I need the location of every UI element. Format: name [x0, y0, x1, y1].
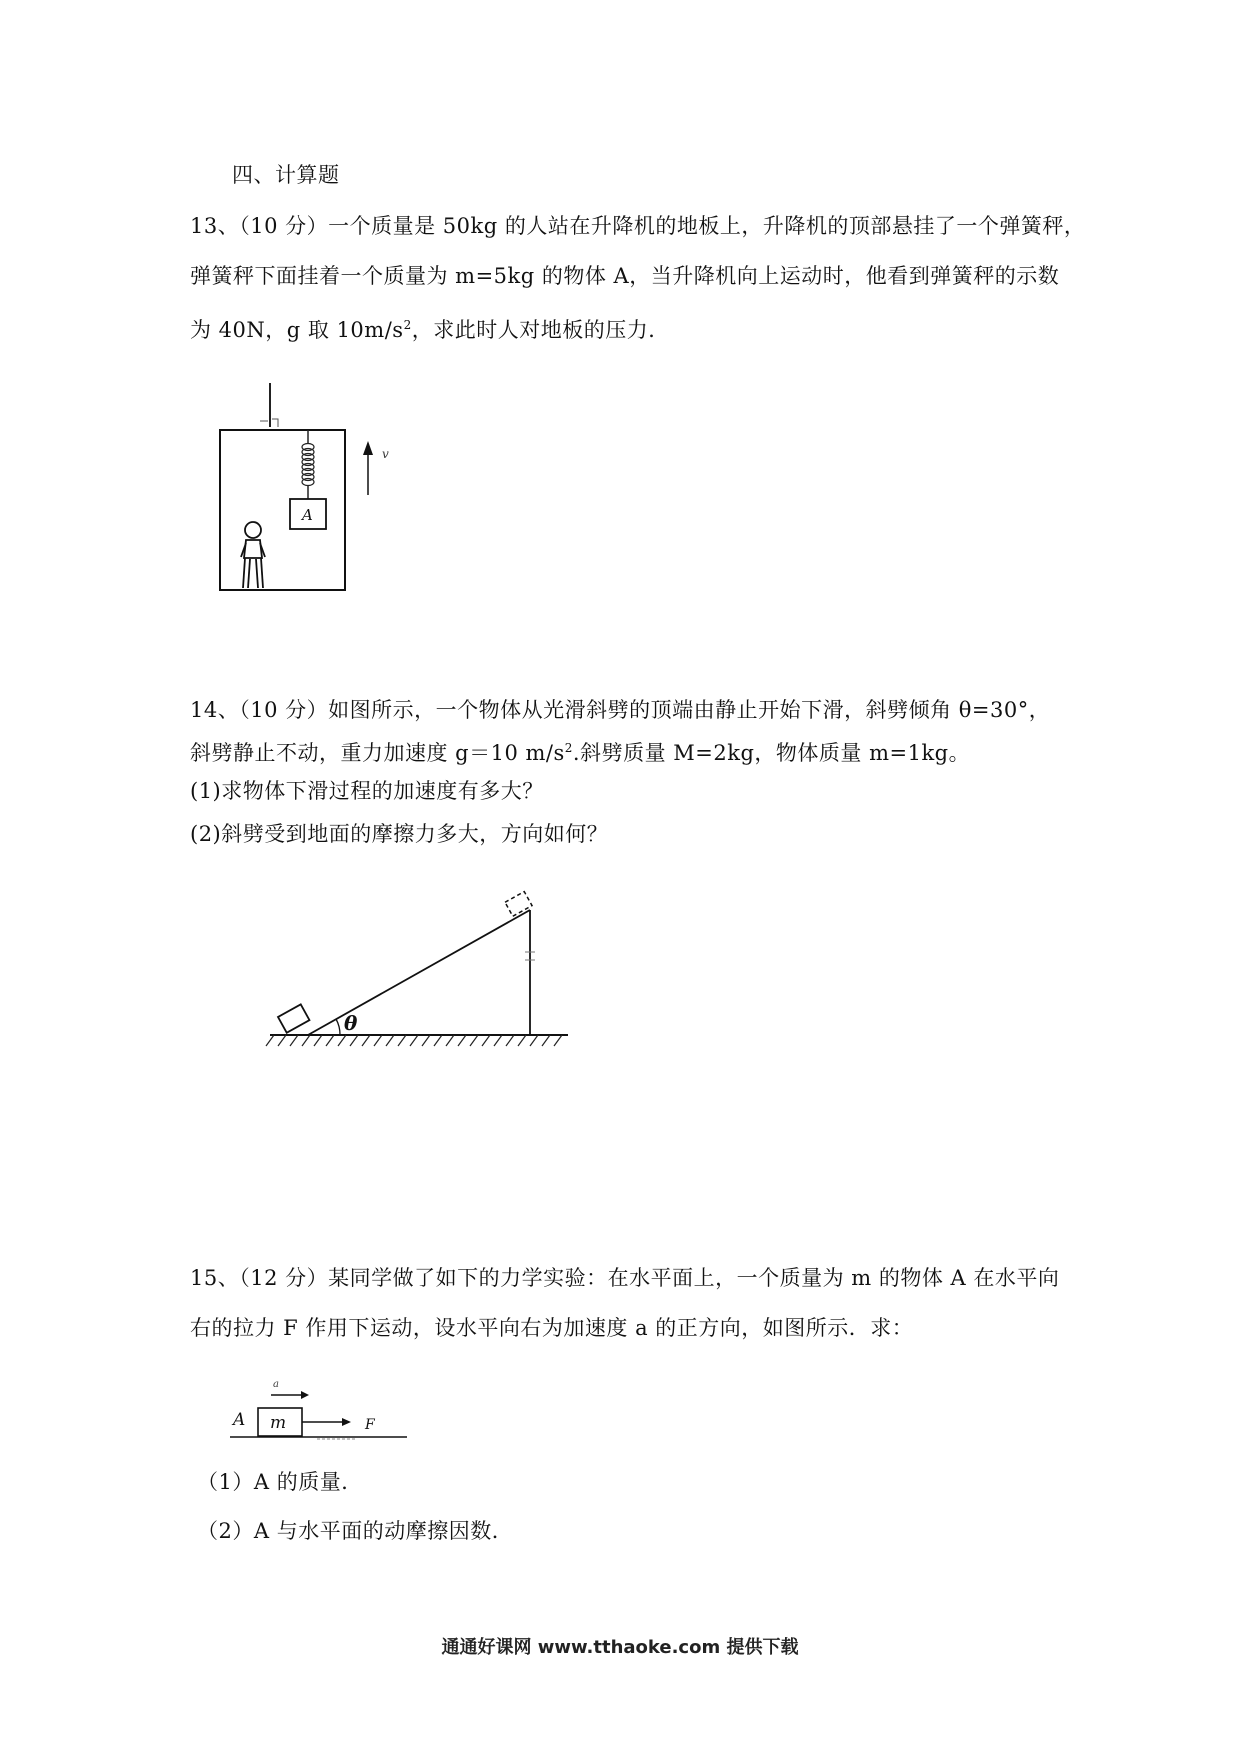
person-icon [241, 522, 265, 588]
spring-scale [302, 444, 314, 486]
q15-text-line-2: 右的拉力 F 作用下运动，设水平向右为加速度 a 的正方向，如图所示．求： [190, 1316, 914, 1340]
q14-sub-question-1: (1)求物体下滑过程的加速度有多大？ [190, 779, 544, 803]
q15-text-line-1: 15、（12 分）某同学做了如下的力学实验：在水平面上，一个质量为 m 的物体 A 在水平向 [190, 1266, 1060, 1290]
angle-arc [336, 1019, 340, 1035]
q14-text-line-2: 斜劈静止不动，重力加速度 g＝10 $m/s^2$.斜劈质量 M=2kg，物体质量 m=1kg。 [190, 741, 971, 765]
force-label: F [365, 1417, 375, 1433]
object-a-label: A [233, 1410, 246, 1430]
q14-sub-question-2: (2)斜劈受到地面的摩擦力多大，方向如何？ [190, 822, 609, 846]
incline-surface [308, 910, 530, 1035]
q14-incline-figure [260, 880, 580, 1060]
sliding-block [278, 1004, 309, 1032]
block-start-position [505, 892, 532, 917]
q13-text-line-3: 为 40N，g 取 $10m/s^2$，求此时人对地板的压力． [190, 318, 670, 342]
q13-text-line-1: 13、（10 分）一个质量是 50kg 的人站在升降机的地板上，升降机的顶部悬挂了一个弹簧秤， [190, 214, 1086, 238]
ground-hatching [266, 1035, 562, 1046]
q15-sub-question-2: （2）A 与水平面的动摩擦因数． [197, 1519, 514, 1543]
q15-sub-question-1: （1）A 的质量． [197, 1470, 363, 1494]
block-m-label: m [270, 1413, 287, 1433]
accel-label: a [273, 1379, 279, 1390]
velocity-label: v [382, 447, 389, 461]
velocity-arrow [363, 441, 373, 495]
q14-text-line-1: 14、（10 分）如图所示，一个物体从光滑斜劈的顶端由静止开始下滑，斜劈倾角 θ=30°， [190, 698, 1051, 722]
page-footer: 通通好课网 www.tthaoke.com 提供下载 [441, 1637, 799, 1658]
q15-block-figure [225, 1375, 415, 1450]
section-title: 四、计算题 [232, 163, 340, 187]
angle-theta-label: θ [344, 1011, 358, 1035]
q13-elevator-figure [210, 375, 410, 605]
q13-text-line-2: 弹簧秤下面挂着一个质量为 m=5kg 的物体 A，当升降机向上运动时，他看到弹簧秤的示数 [190, 264, 1060, 288]
block-a-label: A [302, 506, 313, 524]
